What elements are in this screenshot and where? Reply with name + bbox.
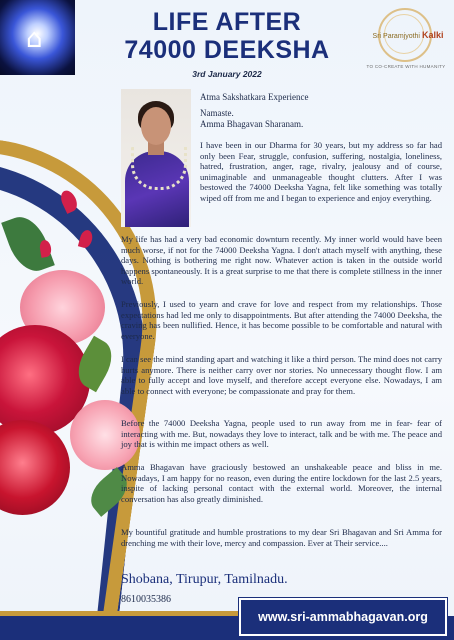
paragraph-7: My bountiful gratitude and humble prostrations to my dear Sri Bhagavan and Sri Amma for drenching me with their love, mercy and compassion. Ever at Their service.... (121, 527, 442, 548)
paragraph-5: Before the 74000 Deeksha Yagna, people used to run away from me in fear- fear of interacting with me. But, nowadays they love to interact, talk and be with me. The peace and joy that is within me impact others as well. (121, 418, 442, 450)
greeting-line-2: Amma Bhagavan Sharanam. (200, 119, 304, 129)
paragraph-1: I have been in our Dharma for 30 years, but my address so far had only been Fear, struggle, confusion, suffering, nostalgia, loneliness, hatred, frustration, anger, rage, rivalry, jealousy and of course, unimaginable and unmanageable thought clutters. After I was bestowed the 74000 Deeksha Yagna, felt like something was totally wiped off from me and I began to experience and enjoy everything. (200, 140, 442, 203)
paragraph-4: I can see the mind standing apart and watching it like a third person. The mind does not carry hurts anymore. There is neither carry over nor stories. No unnecessary thought flow. I am able to fully accept and love myself, and therefore accept everyone else. Nowadays, I am able to connect with everyone; be compassionate and pray for them. (121, 354, 442, 396)
brand-logo (360, 8, 450, 78)
brand-tagline: TO CO-CREATE WITH HUMANITY (366, 64, 446, 69)
website-link[interactable]: www.sri-ammabhagavan.org (239, 598, 447, 636)
paragraph-6: Amma Bhagavan have graciously bestowed an unshakeable peace and bliss in me. Nowadays, I am happy for no reason, even during the entire lockdown for the last 2.5 years, inspite of lacking personal contact with the external world. Moreover, the internal conversation has also greatly diminished. (121, 462, 442, 504)
page-title (112, 8, 342, 64)
title-line-1: LIFE AFTER (152, 8, 302, 36)
publication-date: 3rd January 2022 (192, 69, 262, 79)
article-heading: Atma Sakshatkara Experience (200, 92, 309, 102)
paragraph-2: My life has had a very bad economic downturn recently. My inner world would have been much worse, if not for the 74000 Deeksha Yagna. I don't attach myself with anything, these days. Nothing is bothering me right now. Whatever action is taken in the outside world happens spontaneously. It is a great surprise to me that there is complete stillness in the inner world. (121, 234, 442, 287)
title-line-2: 74000 DEEKSHA (124, 36, 330, 64)
author-photo (121, 89, 191, 227)
greeting-line-1: Namaste. (200, 108, 234, 118)
signature: Shobana, Tirupur, Tamilnadu. (121, 572, 288, 587)
golden-orb-logo (0, 0, 75, 75)
greeting (200, 108, 303, 130)
paragraph-3: Previously, I used to yearn and crave for love and respect from my relationships. Those expectations had led me only to disappointments. But after attending the 74000 Deeksha, the craving has been nullified. Hence, it has become possible to be comfortable and natural with everyone. (121, 299, 442, 341)
phone-number: 8610035386 (121, 594, 171, 605)
brand-name-main: Kalki (421, 30, 444, 40)
temple-icon: ⌂ (26, 24, 43, 54)
brand-name (368, 30, 448, 40)
brand-name-prefix: Sri Paramjyothi (372, 33, 420, 40)
photo-face (141, 107, 171, 145)
